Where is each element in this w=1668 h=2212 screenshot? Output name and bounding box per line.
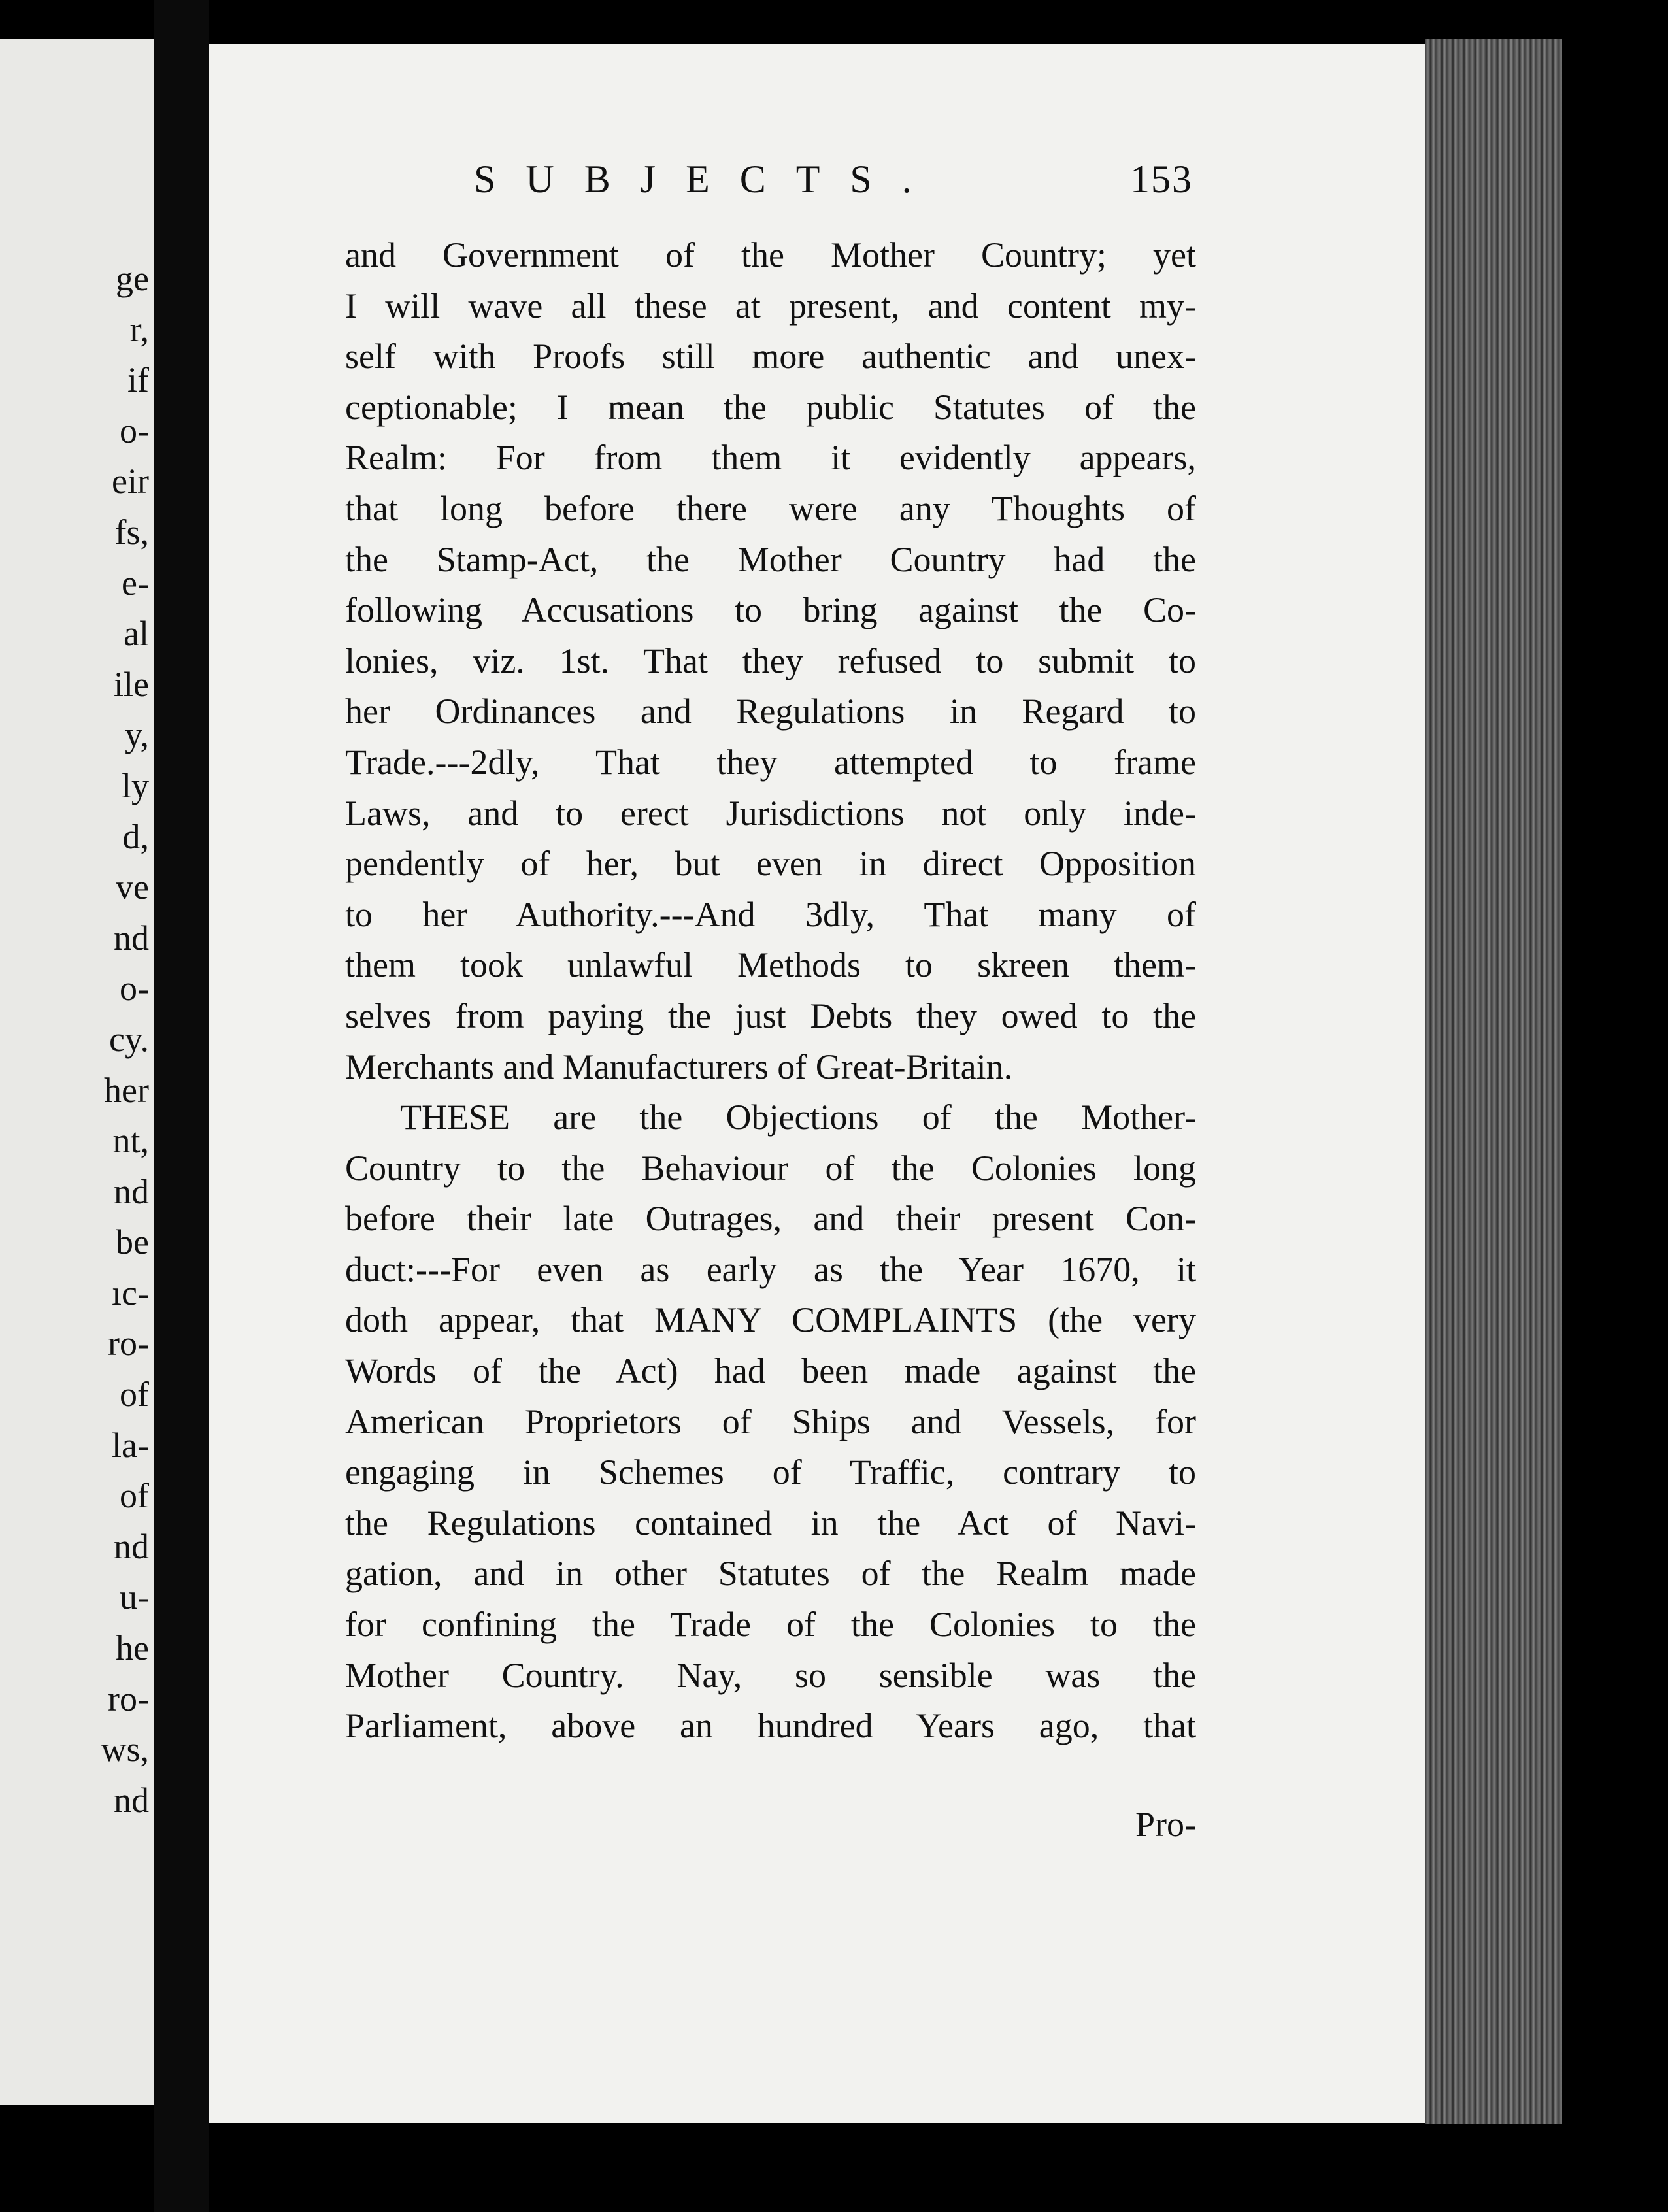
text-line: selves from paying the just Debts they owed to the [345,996,1196,1035]
left-fragment: la- [112,1425,149,1465]
text-line: THESE are the Objections of the Mother- [400,1098,1196,1137]
text-line: Words of the Act) had been made against the [345,1351,1196,1391]
left-fragment: ro- [108,1324,149,1364]
text-line: self with Proofs still more authentic and unex- [345,337,1196,377]
left-fragment: her [104,1070,149,1110]
left-fragment: he [116,1628,149,1668]
text-line: pendently of her, but even in direct Opposition [345,844,1196,884]
page-edges [1425,39,1562,2124]
text-line: her Ordinances and Regulations in Regard to [345,692,1196,731]
left-page-text-fragments [0,254,149,1826]
text-line: them took unlawful Methods to skreen them- [345,945,1196,985]
text-line: I will wave all these at present, and content my- [345,286,1196,326]
left-fragment: y, [125,715,149,755]
left-fragment: d, [122,816,149,856]
page-number: 153 [1130,158,1193,201]
text-line: following Accusations to bring against the Co- [345,590,1196,630]
left-fragment: ws, [101,1730,149,1769]
paragraph-2 [345,1092,1196,1752]
text-line: Parliament, above an hundred Years ago, that [345,1706,1196,1746]
text-line: for confining the Trade of the Colonies to the [345,1605,1196,1645]
left-fragment: nd [114,918,149,958]
left-fragment: ıc- [112,1273,149,1313]
text-line: engaging in Schemes of Traffic, contrary to [345,1452,1196,1492]
running-title: SUBJECTS. [474,158,942,201]
left-fragment: ge [116,259,149,298]
text-line: Realm: For from them it evidently appears, [345,438,1196,478]
text-line: Laws, and to erect Jurisdictions not only inde- [345,793,1196,833]
left-fragment: if [127,360,149,400]
text-line: duct:---For even as early as the Year 1670, it [345,1249,1196,1289]
text-line: Trade.---2dly, That they attempted to frame [345,742,1196,782]
left-fragment: u- [120,1577,149,1617]
text-line: Merchants and Manufacturers of Great-Britain. [345,1047,1013,1086]
left-fragment: nt, [112,1121,149,1161]
text-line: American Proprietors of Ships and Vessels, for [345,1401,1196,1441]
left-fragment: ly [121,765,149,805]
text-line: the Regulations contained in the Act of Navi- [345,1503,1196,1543]
body-text [345,230,1196,1752]
left-fragment: of [120,1375,149,1415]
text-line: lonies, viz. 1st. That they refused to submit to [345,641,1196,680]
text-line: Mother Country. Nay, so sensible was the [345,1655,1196,1695]
catchword: Pro- [1135,1805,1196,1844]
left-fragment: ve [116,867,149,907]
text-line: to her Authority.---And 3dly, That many of [345,894,1196,934]
text-line: and Government of the Mother Country; yet [345,235,1196,275]
left-fragment: r, [129,309,149,349]
left-fragment: ile [114,664,149,704]
left-fragment: o- [120,411,149,450]
text-line: the Stamp-Act, the Mother Country had the [345,539,1196,579]
page-header [474,157,1193,216]
text-line: ceptionable; I mean the public Statutes of the [345,387,1196,427]
left-fragment: nd [114,1780,149,1820]
left-fragment: fs, [114,512,149,552]
left-fragment: nd [114,1171,149,1211]
left-fragment: cy. [109,1019,149,1059]
left-fragment: nd [114,1526,149,1566]
left-fragment: e- [122,563,149,603]
left-fragment: ro- [108,1679,149,1718]
book-gutter [154,0,209,2212]
text-line: before their late Outrages, and their present Con- [345,1199,1196,1239]
left-fragment: al [124,614,149,654]
left-fragment: o- [120,969,149,1009]
left-fragment: of [120,1476,149,1516]
text-line: doth appear, that MANY COMPLAINTS (the very [345,1300,1196,1340]
left-fragment: eir [112,461,149,501]
paragraph-1 [345,230,1196,1092]
text-line: Country to the Behaviour of the Colonies long [345,1148,1196,1188]
text-line: gation, and in other Statutes of the Realm made [345,1554,1196,1594]
text-line: that long before there were any Thoughts of [345,488,1196,528]
left-fragment: be [116,1222,149,1262]
